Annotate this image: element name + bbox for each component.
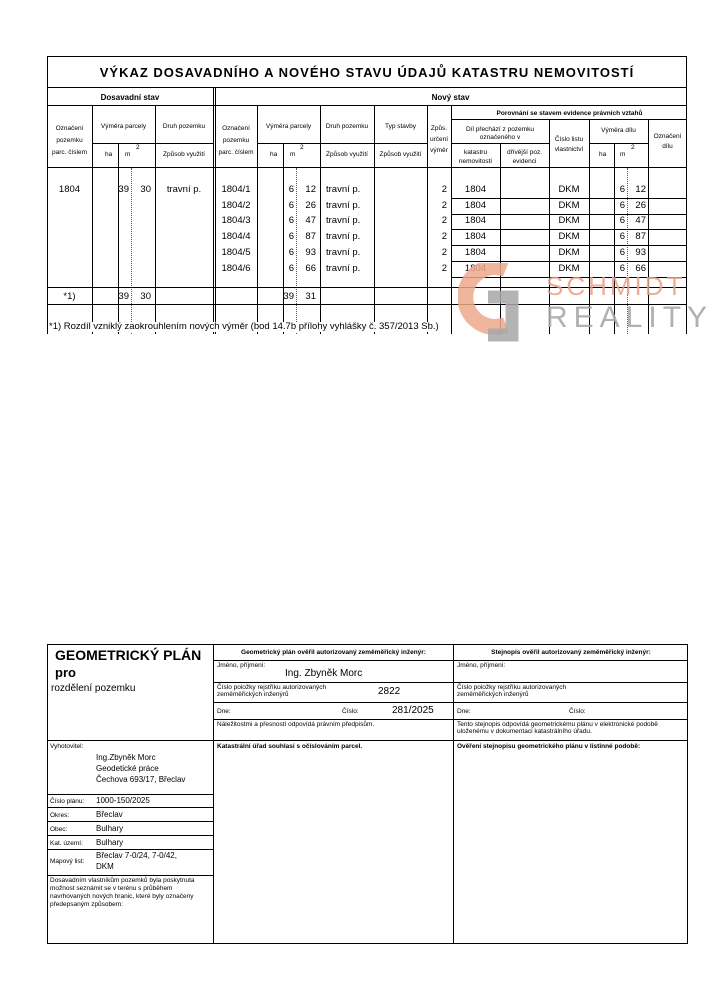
divider: [257, 105, 258, 334]
copy-number-label: Číslo:: [569, 708, 586, 715]
new-katastr: 1804: [464, 262, 487, 274]
row-divider: [451, 198, 687, 199]
old-area-dm: 30: [140, 184, 151, 195]
map-value-2: DKM: [96, 862, 114, 871]
new-zpus: 2: [441, 231, 447, 243]
divider: [213, 87, 214, 334]
new-area-dm: 87: [305, 231, 316, 243]
new-area-m: 6: [288, 184, 294, 195]
divider: [451, 119, 687, 120]
divider: [118, 143, 119, 334]
new-dil-dm: 93: [635, 246, 646, 258]
header-oznaceni: [47, 123, 92, 159]
header-sup: 2: [136, 144, 140, 151]
header-text: pozemku: [222, 137, 250, 144]
report-title: VÝKAZ DOSAVADNÍHO A NOVÉHO STAVU ÚDAJŮ KATASTRU NEMOVITOSTÍ: [99, 65, 635, 80]
new-dil-m: 6: [619, 184, 625, 195]
divider: [47, 807, 213, 808]
number-label: Číslo:: [342, 708, 359, 715]
header-text: Díl přechází z pozemku: [466, 126, 534, 133]
new-parcel: 1804/6: [221, 262, 251, 274]
new-land-type: travní p.: [326, 215, 361, 227]
cadastre-label: Kat. území:: [50, 840, 83, 847]
divider: [47, 740, 688, 741]
plan-title: GEOMETRICKÝ PLÁN: [55, 647, 202, 663]
new-list: DKM: [558, 199, 580, 211]
divider: [213, 719, 688, 720]
new-zpus: 2: [441, 199, 447, 211]
name-value: Ing. Zbyněk Morc: [285, 668, 363, 679]
new-state-heading: Nový stav: [431, 93, 470, 102]
divider: [453, 644, 454, 944]
divider: [47, 794, 213, 795]
divider: [47, 105, 687, 106]
new-list: DKM: [558, 231, 580, 243]
header-sup: 2: [631, 144, 635, 151]
header-vymera-dilu: Výměra dílu: [601, 127, 636, 134]
divider: [374, 105, 375, 334]
map-label: Mapový list:: [50, 858, 85, 865]
sum-old-m: 39: [118, 291, 129, 302]
divider: [155, 105, 156, 334]
header-m: m: [620, 151, 626, 158]
copy-reg-label-1: Číslo položky rejstříku autorizovaných: [457, 684, 567, 691]
new-parcel: 1804/5: [221, 246, 251, 258]
office-text: Katastrální úřad souhlasí s očíslováním parcel.: [217, 743, 363, 750]
owner-note-4: předepsaným způsobem:: [50, 901, 123, 908]
owner-note-2: možnost seznámit se v terénu s průběhem: [50, 885, 173, 892]
copy-text-2: uloženému v dokumentaci katastrálního úřadu.: [457, 728, 592, 735]
cadastre-value: Bulhary: [96, 838, 124, 847]
header-oznaceni-dilu: [648, 132, 687, 152]
new-dil-dm: 66: [635, 262, 646, 274]
header-text: Označení: [55, 125, 84, 132]
header-text: evidenci: [512, 158, 537, 165]
new-dil-m: 6: [619, 246, 625, 258]
header-katastru: [451, 148, 500, 166]
divider: [47, 821, 213, 822]
new-dil-m: 6: [619, 231, 625, 243]
watermark-brand-top: SCHMIDT: [546, 271, 686, 301]
new-list: DKM: [558, 184, 580, 195]
new-area-dm: 93: [305, 246, 316, 258]
new-land-type: travní p.: [326, 262, 361, 274]
header-typ-stavby: Typ stavby: [384, 123, 417, 130]
header-zpus: [427, 123, 451, 156]
header-ha: ha: [105, 151, 113, 158]
map-value-1: Břeclav 7-0/24, 7-0/42,: [96, 851, 177, 860]
reg-value: 2822: [378, 686, 401, 697]
header-sup: 2: [300, 144, 304, 151]
new-parcel: 1804/3: [221, 215, 251, 227]
copy-header: Stejnopis ověřil autorizovaný zeměměřický inženýr:: [491, 649, 651, 656]
new-katastr: 1804: [464, 199, 487, 211]
municipality-label: Obec:: [50, 826, 68, 833]
new-land-type: travní p.: [326, 199, 361, 211]
accuracy-text: Náležitostmi a přesností odpovídá právním předpisům.: [217, 721, 375, 728]
header-text: Způs.: [430, 125, 448, 132]
municipality-value: Bulhary: [96, 824, 124, 833]
divider: [589, 143, 648, 144]
header-text: Číslo listu: [554, 136, 584, 143]
district-value: Břeclav: [96, 810, 123, 819]
copy-text-1: Tento stejnopis odpovídá geometrickému plánu v elektronické podobě: [457, 721, 658, 728]
plan-pro: pro: [55, 665, 76, 680]
name-label: Jméno, příjmení:: [217, 662, 266, 669]
divider: [92, 105, 93, 334]
old-area-m: 39: [118, 184, 129, 195]
header-m: m: [290, 151, 296, 158]
new-dil-m: 6: [619, 199, 625, 211]
old-land-type: travní p.: [166, 184, 202, 195]
new-zpus: 2: [441, 184, 447, 195]
new-area-m: 6: [288, 231, 294, 243]
new-land-type: travní p.: [326, 246, 361, 258]
new-area-m: 6: [288, 199, 294, 211]
divider: [320, 143, 374, 144]
divider: [47, 87, 687, 88]
new-list: DKM: [558, 215, 580, 227]
new-zpus: 2: [441, 215, 447, 227]
reg-label-2: zeměměřických inženýrů: [217, 691, 289, 698]
plan-purpose: rozdělení pozemku: [51, 683, 136, 694]
header-m: m: [125, 151, 131, 158]
header-text: dílu: [662, 143, 673, 150]
header-text: parc. číslem: [218, 149, 254, 156]
header-text: dřívější poz.: [506, 149, 543, 156]
new-zpus: 2: [441, 262, 447, 274]
comparison-heading: Porovnání se stavem evidence právních vztahů: [496, 110, 643, 117]
new-list: DKM: [558, 262, 580, 274]
owner-note-1: Dosavadním vlastníkům pozemků byla poskytnuta: [50, 877, 195, 884]
sum-new-m: 39: [283, 291, 294, 302]
district-label: Okres:: [50, 812, 70, 819]
divider: [47, 835, 213, 836]
sum-label: *1): [63, 291, 76, 302]
paper-text: Ověření stejnopisu geometrického plánu v listinné podobě:: [457, 743, 641, 750]
header-text: Označení: [653, 133, 682, 140]
new-katastr: 1804: [464, 246, 487, 258]
header-vymera-new: Výměra parcely: [265, 123, 312, 130]
verified-header: Geometrický plán ověřil autorizovaný zeměměřický inženýr:: [241, 649, 426, 656]
maker-line-3: Čechova 693/17, Břeclav: [96, 775, 186, 784]
header-oznaceni-new: [215, 123, 257, 159]
new-dil-m: 6: [619, 262, 625, 274]
header-text: vlastnictví: [554, 146, 584, 153]
header-druh: Druh pozemku: [162, 123, 206, 130]
divider: [47, 875, 213, 876]
header-text: katastru: [463, 149, 488, 156]
header-text: pozemku: [56, 137, 83, 144]
row-divider: [451, 261, 687, 262]
new-area-m: 6: [288, 246, 294, 258]
new-land-type: travní p.: [326, 184, 361, 195]
copy-date-label: Dne:: [457, 708, 471, 715]
old-state-heading: Dosavadní stav: [100, 93, 160, 102]
header-zpusob: Způsob využití: [163, 151, 205, 158]
sum-old-dm: 30: [140, 291, 151, 302]
new-land-type: travní p.: [326, 231, 361, 243]
header-ha: ha: [270, 151, 278, 158]
header-text: Označení: [222, 125, 250, 132]
divider: [257, 143, 320, 144]
divider: [374, 143, 427, 144]
new-parcel: 1804/4: [221, 231, 251, 243]
watermark-logo: [458, 263, 714, 343]
new-katastr: 1804: [464, 231, 487, 243]
header-text: výměr: [430, 147, 448, 154]
reg-label-1: Číslo položky rejstříku autorizovaných: [217, 684, 327, 691]
new-area-m: 6: [288, 215, 294, 227]
new-parcel: 1804/1: [221, 184, 251, 195]
footnote: *1) Rozdíl vzniklý zaokrouhlením nových výměr (bod 14.7b přílohy vyhlášky č. 357/2013 Sb.): [49, 321, 439, 332]
number-value: 281/2025: [392, 705, 434, 716]
new-parcel: 1804/2: [221, 199, 251, 211]
header-drivejsi: [500, 148, 549, 166]
new-list: DKM: [558, 246, 580, 258]
new-dil-dm: 12: [635, 184, 646, 195]
divider: [213, 702, 688, 703]
new-dil-dm: 47: [635, 215, 646, 227]
header-ha: ha: [599, 151, 607, 158]
plan-no-label: Číslo plánu:: [50, 798, 85, 805]
maker-line-2: Geodetické práce: [96, 764, 159, 773]
new-katastr: 1804: [464, 215, 487, 227]
new-area-dm: 66: [305, 262, 316, 274]
watermark-brand-bottom: REALITY: [546, 301, 714, 334]
new-dil-m: 6: [619, 215, 625, 227]
header-cislo-listu: [549, 135, 589, 155]
old-parcel: 1804: [58, 184, 81, 195]
header-text: určení: [429, 136, 449, 143]
date-label: Dne:: [217, 708, 231, 715]
new-area-dm: 26: [305, 199, 316, 211]
new-area-dm: 47: [305, 215, 316, 227]
new-zpus: 2: [441, 246, 447, 258]
owner-note-3: navrhovaných nových hranic, které byly označeny: [50, 893, 194, 900]
header-zpusob-vyuziti-2: Způsob využití: [379, 151, 422, 158]
header-druh-new: Druh pozemku: [325, 123, 369, 130]
divider: [47, 167, 687, 168]
copy-reg-label-2: zeměměřických inženýrů: [457, 691, 529, 698]
header-dil-prechazi: [451, 126, 549, 142]
new-dil-dm: 26: [635, 199, 646, 211]
sum-new-dm: 31: [305, 291, 316, 302]
divider: [213, 644, 214, 944]
divider: [92, 143, 155, 144]
divider: [213, 682, 688, 683]
maker-line-1: Ing.Zbyněk Morc: [96, 753, 156, 762]
watermark-symbol-icon: [458, 263, 538, 343]
new-dil-dm: 87: [635, 231, 646, 243]
row-divider: [451, 245, 687, 246]
header-zpusob-new: Způsob využití: [326, 151, 368, 158]
divider: [213, 660, 688, 661]
divider: [320, 105, 321, 334]
divider: [155, 143, 213, 144]
maker-label: Vyhotovitel:: [50, 743, 84, 750]
new-area-m: 6: [288, 262, 294, 274]
header-text: parc. číslem: [51, 149, 88, 156]
new-area-dm: 12: [305, 184, 316, 195]
header-vymera: Výměra parcely: [100, 123, 147, 130]
new-katastr: 1804: [464, 184, 487, 195]
header-text: nemovitostí: [458, 158, 493, 165]
divider: [47, 849, 213, 850]
copy-name-label: Jméno, příjmení:: [457, 662, 506, 669]
header-text: označeného v: [479, 134, 521, 141]
plan-no-value: 1000-150/2025: [96, 796, 150, 805]
